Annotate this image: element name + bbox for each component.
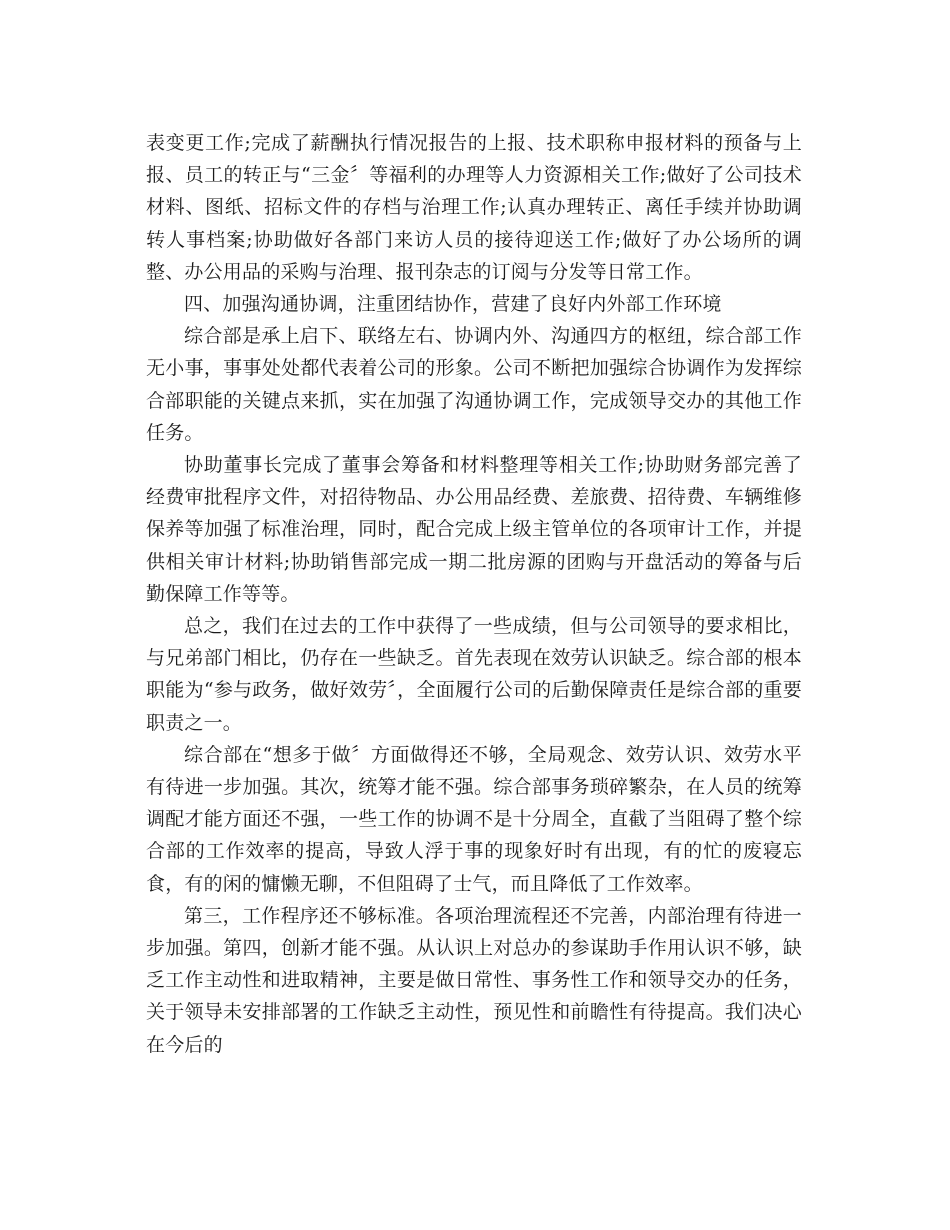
paragraph: 综合部是承上启下、联络左右、协调内外、沟通四方的枢纽，综合部工作无小事，事事处处都代表着公司的形象。公司不断把加强综合协调作为发挥综合部职能的关键点来抓，实在加强了沟通协调工作，完成领导交办的其他工作任务。 (146, 325, 802, 444)
paragraph: 第三，工作程序还不够标准。各项治理流程还不完善，内部治理有待进一步加强。第四，创新才能不强。从认识上对总办的参谋助手作用认识不够，缺乏工作主动性和进取精神，主要是做日常性、事务性工作和领导交办的任务，关于领导未安排部署的工作缺乏主动性，预见性和前瞻性有待提高。我们决心在今后的 (146, 904, 802, 1056)
section-heading: 四、加强沟通协调，注重团结协作，营建了良好内外部工作环境 (184, 293, 722, 316)
paragraph-continuation: 表变更工作;完成了薪酬执行情况报告的上报、技术职称申报材料的预备与上报、员工的转正与“三金〞等福利的办理等人力资源相关工作;做好了公司技术材料、图纸、招标文件的存档与治理工作;认真办理转正、离任手续并协助调转人事档案;协助做好各部门来访人员的接待迎送工作;做好了办公场所的调整、办公用品的采购与治理、报刊杂志的订阅与分发等日常工作。 (146, 132, 802, 283)
paragraph: 协助董事长完成了董事会筹备和材料整理等相关工作;协助财务部完善了经费审批程序文件，对招待物品、办公用品经费、差旅费、招待费、车辆维修保养等加强了标准治理，同时，配合完成上级主管单位的各项审计工作，并提供相关审计材料;协助销售部完成一期二批房源的团购与开盘活动的筹备与后勤保障工作等等。 (146, 454, 802, 605)
paragraph: 总之，我们在过去的工作中获得了一些成绩，但与公司领导的要求相比，与兄弟部门相比，仍存在一些缺乏。首先表现在效劳认识缺乏。综合部的根本职能为“参与政务，做好效劳〞，全面履行公司的后勤保障责任是综合部的重要职责之一。 (146, 615, 802, 734)
document-body (146, 127, 802, 1061)
paragraph: 综合部在“想多于做〞方面做得还不够，全局观念、效劳认识、效劳水平有待进一步加强。其次，统筹才能不强。综合部事务琐碎繁杂，在人员的统筹调配才能方面还不强，一些工作的协调不是十分周全，直截了当阻碍了整个综合部的工作效率的提高，导致人浮于事的现象好时有出现，有的忙的废寝忘食，有的闲的慵懒无聊，不但阻碍了士气，而且降低了工作效率。 (146, 743, 802, 895)
